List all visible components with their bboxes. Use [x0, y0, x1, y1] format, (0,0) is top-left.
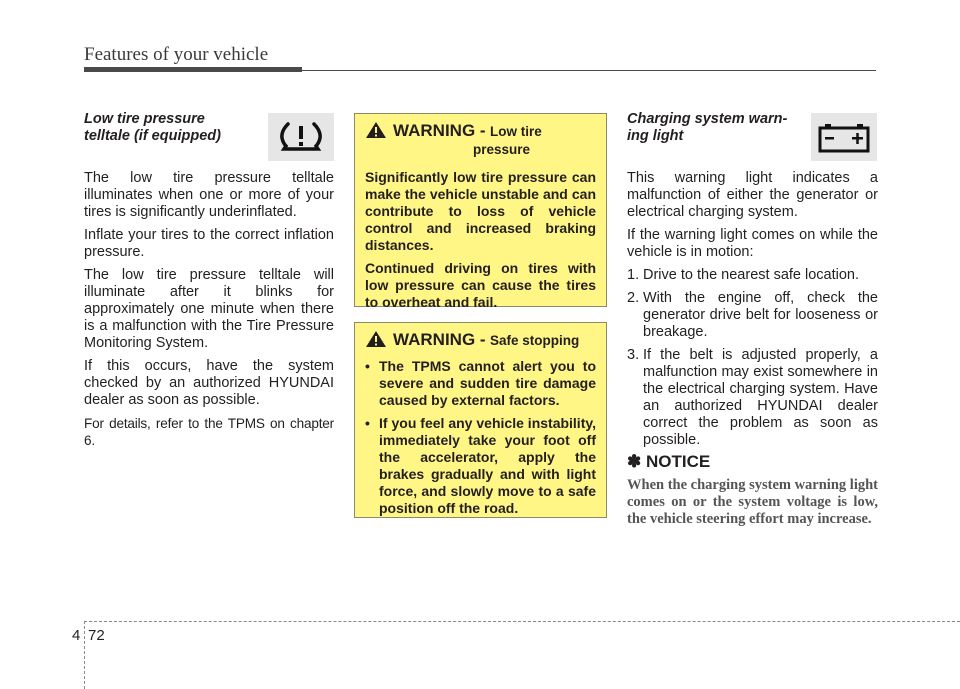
list-item: 1. Drive to the nearest safe location.: [627, 267, 860, 283]
paragraph: The low tire pressure telltale will illuminate after it blinks for approximately one minute when there is a malfunction with the Tire Pressure Monitoring System.: [84, 267, 334, 351]
notice-title: ✽ NOTICE: [627, 452, 711, 471]
warning-paragraph: Significantly low tire pressure can make the vehicle unstable and can contribute to loss of vehicle control and increased braking distances.: [365, 169, 596, 253]
notice-icon: ✽: [627, 452, 642, 471]
section-number: 4: [72, 627, 81, 644]
tpms-section-heading: Low tire pressure telltale (if equipped): [84, 111, 221, 144]
charging-section-heading: Charging system warn- ing light: [627, 111, 788, 144]
warning-paragraph: Continued driving on tires with low pressure can cause the tires to overheat and fail.: [365, 260, 596, 310]
paragraph: This warning light indicates a malfunction of either the generator or electrical charging system.: [627, 170, 878, 220]
charging-body: [627, 170, 878, 455]
list-item: 3. If the belt is adjusted properly, a malfunction may exist somewhere in the electrical charging system. Have an authorized HYUNDAI dealer correct the problem as soon as possible.: [627, 347, 878, 448]
warning-safe-stopping: [354, 322, 607, 518]
warning-bullet: • The TPMS cannot alert you to severe and sudden tire damage caused by external factors.: [365, 358, 596, 408]
page-number: 72: [88, 627, 105, 644]
notice-block: [627, 452, 878, 528]
warning-label: WARNING -: [393, 330, 486, 349]
tire-pressure-warning-icon: [268, 113, 334, 161]
tpms-body: [84, 170, 334, 455]
warning-header: [365, 122, 596, 159]
warning-subject-cont: pressure: [473, 142, 531, 157]
battery-charging-icon: [811, 113, 877, 161]
warning-header: [365, 331, 596, 350]
warning-low-tire-pressure: [354, 113, 607, 310]
warning-subject: Safe stopping: [490, 333, 580, 348]
warning-subject: Low tire: [490, 124, 542, 139]
paragraph: If the warning light comes on while the vehicle is in motion:: [627, 227, 878, 260]
warning-triangle-icon: [365, 121, 387, 139]
warning-bullet: • If you feel any vehicle instability, immediately take your foot off the accelerator, apply the brakes gradually and with light force, and slowly move to a safe position off the road.: [365, 415, 596, 516]
notice-text: When the charging system warning light comes on or the system voltage is low, the vehicle steering effort may increase.: [627, 477, 878, 527]
paragraph: Inflate your tires to the correct inflation pressure.: [84, 227, 334, 260]
paragraph: If this occurs, have the system checked by an authorized HYUNDAI dealer as soon as possible.: [84, 358, 334, 408]
paragraph: The low tire pressure telltale illuminates when one or more of your tires is significantly underinflated.: [84, 170, 334, 220]
page-header-title: Features of your vehicle: [84, 44, 269, 65]
warning-triangle-icon: [365, 330, 387, 348]
footer-rule: [84, 621, 960, 622]
footer-divider: [84, 621, 85, 689]
tpms-reference-note: For details, refer to the TPMS on chapter 6.: [84, 416, 334, 448]
warning-label: WARNING -: [393, 121, 486, 140]
header-bar: [84, 67, 302, 72]
list-item: 2. With the engine off, check the generator drive belt for looseness or breakage.: [627, 290, 878, 340]
